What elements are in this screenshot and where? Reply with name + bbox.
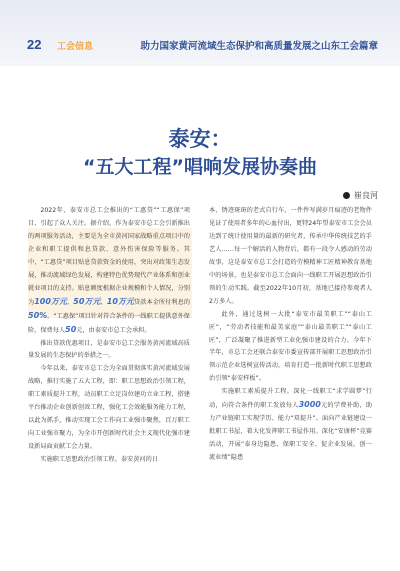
byline-dot-icon (343, 192, 350, 199)
author-name: 崔良河 (354, 191, 378, 200)
body-column-right (209, 205, 372, 465)
publication-name: 工会信息 (57, 42, 94, 52)
paragraph (209, 386, 372, 465)
paragraph: 本、锈迹斑斑的老式自行车，一件件写满岁月痕迹的老物件见证了使用者多年的心血付出，更特24年望泰安市工会会员达到了统计使用量的最新的研究者，传承中华传统技艺的手艺人……每一个解活的人物背后，都有一段令人感动的劳动故事，这是泰安市总工会打造的劳模精神工匠精神教育基地中的场景，也是泰安市总工会面向一线职工开展思想政治引领的生动实践。截至2022年10月初，基地已接待参观者人2万多人。 (209, 207, 372, 305)
highlight-value: 50万元 (73, 296, 101, 306)
series-title: 助力国家黄河流域生态保护和高质量发展之山东工会篇章 (140, 41, 378, 52)
paragraph (28, 205, 190, 338)
byline (343, 190, 378, 201)
page-header (0, 0, 400, 66)
paragraph: 推出贷款优惠项目，是泰安市总工会服务黄河流域高质量发展的生态保护的举措之一。 (28, 339, 190, 360)
article-title-line2: “五大工程”唱响发展协奏曲 (83, 156, 317, 178)
article-title-line1: 泰安： (168, 127, 232, 151)
body-column-left (28, 205, 190, 467)
page-number: 22 (27, 37, 42, 52)
paragraph: 此外，通过选树一大批“泰安市最美职工”“泰山工匠”，“劳动者技能和最美家庭”“泰山最美职工”“泰山工匠”，广泛凝聚了推进新型工业化强市建设的合力。今年下半年，市总工会还联合泰安市委宣传部开展职工思想政治引领示范企业选树宣传活动，培育打造一批新时代职工思想政治引领“泰安样板”。 (209, 310, 372, 383)
highlight-value: 100万元 (34, 296, 68, 306)
separator: 、 (67, 298, 74, 306)
highlight-value: 50% (28, 310, 48, 320)
paragraph-text: 2022年，泰安市总工会推出的“工惠贷”“工惠保”项目，引起了众人关注。据介绍，作为泰安市总工会引新推出的两项服务活动，主要是为全市黄河国家战略重点项目中的企业和职工提供和息贷款、意外伤害保险等服务。其中，“工惠贷”项目贴息贷款资金的使用，突出对政策生态发展，推动流域绿色发展，构建特色优势现代产业体系和创业就业项目的支持。贴息额度根据企业规模和个人情况，分别为 (28, 207, 190, 306)
highlight-value: 3000 (298, 400, 321, 410)
paragraph-text: 元的学费补助，助力产业链职工实现学历、能力“双提升”。面向产业链建设一批职工书屋，着大化发挥职工书屋作用。深化“安康杯”竞赛活动，开展“泰身边隐患、保职工安全、促企业发展，创一流业绩”隐患 (209, 402, 373, 462)
paragraph: 今年以来，泰安市总工会为全面贯彻落实黄河流域发展战略，推行实施了五大工程，即：职工思想政治引领工程，职工素质提升工程，动员职工立足岗位建功立业工程，搭建平台推动企业创新创效工程，强化工会效能服务能力工程，以此为抓手，推动实现工会工作向工业强市聚焦，百万职工向工业强市聚力，为全市开创新时代社会主义现代化强市建设新局面贡献工会力量。 (28, 365, 190, 451)
separator: 、 (100, 298, 107, 306)
highlight-value: 50 (65, 324, 77, 334)
highlight-value: 10万元 (106, 296, 135, 306)
paragraph: 实施职工思想政治引领工程。泰安黄河的日 (40, 456, 158, 464)
paragraph-text: 贷款本金所付利息的 (134, 298, 191, 306)
paragraph-text: 实施职工素质提升工程。深化一线职工“求学圆梦”行动，向符合条件的职工发放每人 (209, 388, 372, 410)
paragraph-text: 元，由泰安市总工会承担。 (76, 326, 151, 334)
paragraph-text: 。“工惠保”项目针对符合条件的一线职工提供意外保险，保费每人 (28, 312, 190, 334)
